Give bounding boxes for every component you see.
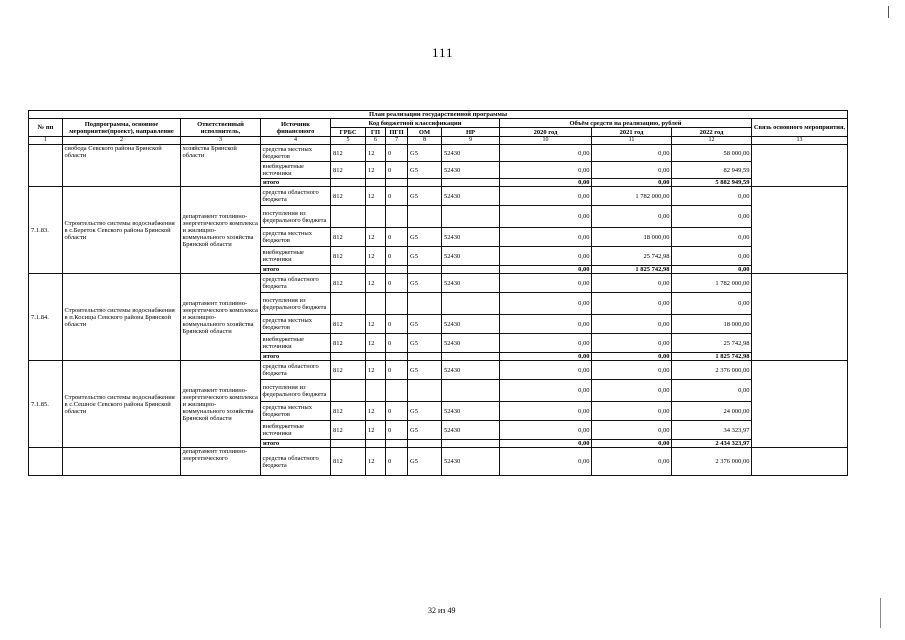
amount-2022-cell: 0,00 [672, 247, 752, 266]
amount-2021-cell: 0,00 [592, 162, 672, 179]
amount-2020-cell: 0,00 [500, 293, 592, 315]
nr-cell: 52430 [442, 402, 500, 421]
grbs-cell: 812 [331, 162, 366, 179]
total-2021-cell: 0,00 [592, 440, 672, 448]
grbs-cell: 812 [331, 421, 366, 440]
header-y2021: 2021 год [592, 128, 672, 137]
grbs-cell: 812 [331, 334, 366, 353]
total-2022-cell: 0,00 [672, 266, 752, 274]
source-cell: внебюджетные источники [261, 421, 331, 440]
total-2021-cell: 0,00 [592, 179, 672, 187]
header-gp: ГП [366, 128, 386, 137]
amount-2021-cell: 25 742,98 [592, 247, 672, 266]
gp-cell [366, 206, 386, 228]
nr-cell [442, 293, 500, 315]
gp-cell: 12 [366, 145, 386, 162]
pgp-cell: 0 [386, 402, 408, 421]
amount-2020-cell: 0,00 [500, 421, 592, 440]
amount-2020-cell: 0,00 [500, 315, 592, 334]
empty-cell [408, 179, 442, 187]
number-cell: 7.1.84. [29, 274, 63, 361]
gp-cell [366, 293, 386, 315]
grbs-cell [331, 206, 366, 228]
gp-cell: 12 [366, 274, 386, 293]
header-program: Подпрограмма, основное мероприятие(проект), направление [63, 119, 181, 137]
amount-2021-cell: 0,00 [592, 206, 672, 228]
amount-2022-cell: 2 376 000,00 [672, 448, 752, 476]
pgp-cell: 0 [386, 247, 408, 266]
gp-cell: 12 [366, 162, 386, 179]
pgp-cell: 0 [386, 361, 408, 380]
link-cell [752, 187, 848, 274]
empty-cell [408, 266, 442, 274]
amount-2022-cell: 25 742,98 [672, 334, 752, 353]
col-number: 5 [331, 137, 366, 145]
column-number-row [29, 137, 848, 145]
pgp-cell [386, 380, 408, 402]
col-number: 12 [672, 137, 752, 145]
executor-cell: департамент топливно-энергетического [181, 448, 261, 476]
number-cell [29, 448, 63, 476]
total-2020-cell: 0,00 [500, 266, 592, 274]
amount-2021-cell: 0,00 [592, 145, 672, 162]
nr-cell: 52430 [442, 187, 500, 206]
source-cell: средства местных бюджетов [261, 228, 331, 247]
page-number: 111 [432, 45, 454, 60]
gp-cell: 12 [366, 228, 386, 247]
header-nr: НР [442, 128, 500, 137]
col-number: 2 [63, 137, 181, 145]
om-cell: G5 [408, 274, 442, 293]
amount-2022-cell: 0,00 [672, 206, 752, 228]
nr-cell [442, 206, 500, 228]
nr-cell: 52430 [442, 162, 500, 179]
grbs-cell: 812 [331, 145, 366, 162]
amount-2020-cell: 0,00 [500, 361, 592, 380]
pgp-cell: 0 [386, 145, 408, 162]
gp-cell [366, 380, 386, 402]
nr-cell: 52430 [442, 228, 500, 247]
empty-cell [366, 353, 386, 361]
table-row [29, 274, 848, 293]
source-cell: средства областного бюджета [261, 448, 331, 476]
om-cell: G5 [408, 448, 442, 476]
nr-cell: 52430 [442, 247, 500, 266]
col-number: 7 [386, 137, 408, 145]
pgp-cell: 0 [386, 315, 408, 334]
grbs-cell: 812 [331, 402, 366, 421]
empty-cell [442, 353, 500, 361]
nr-cell: 52430 [442, 315, 500, 334]
empty-cell [331, 266, 366, 274]
amount-2022-cell: 0,00 [672, 228, 752, 247]
grbs-cell: 812 [331, 247, 366, 266]
empty-cell [408, 353, 442, 361]
om-cell [408, 293, 442, 315]
pgp-cell: 0 [386, 187, 408, 206]
amount-2020-cell: 0,00 [500, 274, 592, 293]
source-cell: средства областного бюджета [261, 361, 331, 380]
om-cell: G5 [408, 187, 442, 206]
number-cell: 7.1.85. [29, 361, 63, 448]
gp-cell: 12 [366, 187, 386, 206]
nr-cell: 52430 [442, 334, 500, 353]
link-cell [752, 448, 848, 476]
empty-cell [442, 440, 500, 448]
header-y2020: 2020 год [500, 128, 592, 137]
amount-2020-cell: 0,00 [500, 380, 592, 402]
pgp-cell [386, 293, 408, 315]
total-2022-cell: 2 434 323,97 [672, 440, 752, 448]
amount-2020-cell: 0,00 [500, 206, 592, 228]
gp-cell: 12 [366, 247, 386, 266]
amount-2020-cell: 0,00 [500, 402, 592, 421]
amount-2020-cell: 0,00 [500, 145, 592, 162]
scan-mark-bottom [880, 598, 881, 628]
gp-cell: 12 [366, 421, 386, 440]
empty-cell [331, 353, 366, 361]
grbs-cell: 812 [331, 448, 366, 476]
table-body [29, 145, 848, 476]
source-cell: средства местных бюджетов [261, 402, 331, 421]
amount-2022-cell: 0,00 [672, 293, 752, 315]
amount-2021-cell: 0,00 [592, 361, 672, 380]
header-om: ОМ [408, 128, 442, 137]
source-cell: средства областного бюджета [261, 274, 331, 293]
col-number: 6 [366, 137, 386, 145]
empty-cell [386, 440, 408, 448]
table-title: План реализации государственной программы [29, 111, 848, 119]
col-number: 8 [408, 137, 442, 145]
executor-cell: хозяйства Брянской области [181, 145, 261, 187]
amount-2021-cell: 0,00 [592, 293, 672, 315]
program-cell [63, 448, 181, 476]
header-link: Связь основного мероприятия, [752, 119, 848, 137]
total-2020-cell: 0,00 [500, 179, 592, 187]
pgp-cell: 0 [386, 448, 408, 476]
total-2022-cell: 5 882 949,59 [672, 179, 752, 187]
amount-2020-cell: 0,00 [500, 247, 592, 266]
empty-cell [331, 440, 366, 448]
total-2020-cell: 0,00 [500, 353, 592, 361]
executor-cell: департамент топливно-энергетического комплекса и жилищно-коммунального хозяйства Брянской области [181, 361, 261, 448]
source-cell: внебюджетные источники [261, 247, 331, 266]
amount-2021-cell: 0,00 [592, 421, 672, 440]
number-cell: 7.1.83. [29, 187, 63, 274]
executor-cell: департамент топливно-энергетического комплекса и жилищно-коммунального хозяйства Брянской области [181, 274, 261, 361]
empty-cell [442, 179, 500, 187]
empty-cell [366, 179, 386, 187]
nr-cell [442, 380, 500, 402]
col-number: 1 [29, 137, 63, 145]
link-cell [752, 145, 848, 187]
gp-cell: 12 [366, 402, 386, 421]
col-number: 11 [592, 137, 672, 145]
program-cell: Строительство системы водоснабжения в п.Косицы Севского района Брянской области [63, 274, 181, 361]
om-cell: G5 [408, 162, 442, 179]
total-2022-cell: 1 825 742,98 [672, 353, 752, 361]
pgp-cell: 0 [386, 228, 408, 247]
amount-2021-cell: 0,00 [592, 334, 672, 353]
gp-cell: 12 [366, 334, 386, 353]
amount-2020-cell: 0,00 [500, 187, 592, 206]
link-cell [752, 361, 848, 448]
amount-2022-cell: 2 376 000,00 [672, 361, 752, 380]
om-cell: G5 [408, 315, 442, 334]
amount-2022-cell: 18 000,00 [672, 315, 752, 334]
col-number: 9 [442, 137, 500, 145]
grbs-cell: 812 [331, 274, 366, 293]
nr-cell: 52430 [442, 274, 500, 293]
om-cell: G5 [408, 145, 442, 162]
empty-cell [386, 179, 408, 187]
amount-2021-cell: 0,00 [592, 380, 672, 402]
table-row [29, 448, 848, 476]
gp-cell: 12 [366, 448, 386, 476]
amount-2020-cell: 0,00 [500, 162, 592, 179]
empty-cell [331, 179, 366, 187]
header-executor: Ответственный исполнитель, [181, 119, 261, 137]
empty-cell [366, 266, 386, 274]
program-cell: Строительство системы водоснабжения в с.Береток Севского района Брянской области [63, 187, 181, 274]
amount-2022-cell: 0,00 [672, 187, 752, 206]
source-cell: поступления из федерального бюджета [261, 206, 331, 228]
source-cell: внебюджетные источники [261, 162, 331, 179]
amount-2021-cell: 0,00 [592, 274, 672, 293]
col-number: 4 [261, 137, 331, 145]
table-row [29, 361, 848, 380]
om-cell [408, 206, 442, 228]
amount-2021-cell: 0,00 [592, 315, 672, 334]
col-number: 3 [181, 137, 261, 145]
source-cell: внебюджетные источники [261, 334, 331, 353]
om-cell: G5 [408, 247, 442, 266]
nr-cell: 52430 [442, 361, 500, 380]
header-volume-group: Объём средств на реализацию, рублей [500, 119, 752, 128]
om-cell: G5 [408, 334, 442, 353]
header-code-group: Код бюджетной классификации [331, 119, 500, 128]
number-cell [29, 145, 63, 187]
col-number: 13 [752, 137, 848, 145]
pgp-cell [386, 206, 408, 228]
amount-2020-cell: 0,00 [500, 334, 592, 353]
link-cell [752, 274, 848, 361]
amount-2022-cell: 34 323,97 [672, 421, 752, 440]
source-cell: средства местных бюджетов [261, 315, 331, 334]
header-source: Источник финансового [261, 119, 331, 137]
program-cell: Строительство системы водоснабжения в с.Сешное Севского района Брянской области [63, 361, 181, 448]
table-row [29, 145, 848, 162]
source-cell: средства областного бюджета [261, 187, 331, 206]
table-row [29, 187, 848, 206]
grbs-cell: 812 [331, 361, 366, 380]
empty-cell [408, 440, 442, 448]
gp-cell: 12 [366, 361, 386, 380]
page-footer: 32 из 49 [428, 606, 456, 615]
program-cell: сиобода Севского района Брянской области [63, 145, 181, 187]
amount-2021-cell: 1 782 000,00 [592, 187, 672, 206]
nr-cell: 52430 [442, 421, 500, 440]
nr-cell: 52430 [442, 448, 500, 476]
pgp-cell: 0 [386, 334, 408, 353]
amount-2022-cell: 24 000,00 [672, 402, 752, 421]
header-pgp: ПГП [386, 128, 408, 137]
grbs-cell: 812 [331, 187, 366, 206]
grbs-cell [331, 293, 366, 315]
program-plan-table [28, 110, 848, 476]
amount-2021-cell: 0,00 [592, 402, 672, 421]
om-cell [408, 380, 442, 402]
scan-mark-top [888, 6, 889, 18]
header-y2022: 2022 год [672, 128, 752, 137]
pgp-cell: 0 [386, 421, 408, 440]
empty-cell [386, 266, 408, 274]
pgp-cell: 0 [386, 274, 408, 293]
header-no: № пп [29, 119, 63, 137]
nr-cell: 52430 [442, 145, 500, 162]
amount-2021-cell: 18 000,00 [592, 228, 672, 247]
amount-2020-cell: 0,00 [500, 448, 592, 476]
pgp-cell: 0 [386, 162, 408, 179]
header-grbs: ГРБС [331, 128, 366, 137]
amount-2021-cell: 0,00 [592, 448, 672, 476]
program-table-container [28, 110, 847, 476]
col-number: 10 [500, 137, 592, 145]
total-2021-cell: 0,00 [592, 353, 672, 361]
total-label-cell: итого [261, 353, 331, 361]
total-2021-cell: 1 825 742,98 [592, 266, 672, 274]
total-label-cell: итого [261, 266, 331, 274]
om-cell: G5 [408, 228, 442, 247]
total-label-cell: итого [261, 440, 331, 448]
amount-2022-cell: 82 949,59 [672, 162, 752, 179]
om-cell: G5 [408, 421, 442, 440]
executor-cell: департамент топливно-энергетического комплекса и жилищно-коммунального хозяйства Брянской области [181, 187, 261, 274]
amount-2022-cell: 0,00 [672, 380, 752, 402]
total-label-cell: итого [261, 179, 331, 187]
grbs-cell: 812 [331, 228, 366, 247]
om-cell: G5 [408, 402, 442, 421]
empty-cell [442, 266, 500, 274]
source-cell: средства местных бюджетов [261, 145, 331, 162]
amount-2022-cell: 58 000,00 [672, 145, 752, 162]
grbs-cell [331, 380, 366, 402]
empty-cell [386, 353, 408, 361]
amount-2022-cell: 1 782 000,00 [672, 274, 752, 293]
gp-cell: 12 [366, 315, 386, 334]
source-cell: поступления из федерального бюджета [261, 380, 331, 402]
amount-2020-cell: 0,00 [500, 228, 592, 247]
om-cell: G5 [408, 361, 442, 380]
total-2020-cell: 0,00 [500, 440, 592, 448]
grbs-cell: 812 [331, 315, 366, 334]
empty-cell [366, 440, 386, 448]
source-cell: поступления из федерального бюджета [261, 293, 331, 315]
